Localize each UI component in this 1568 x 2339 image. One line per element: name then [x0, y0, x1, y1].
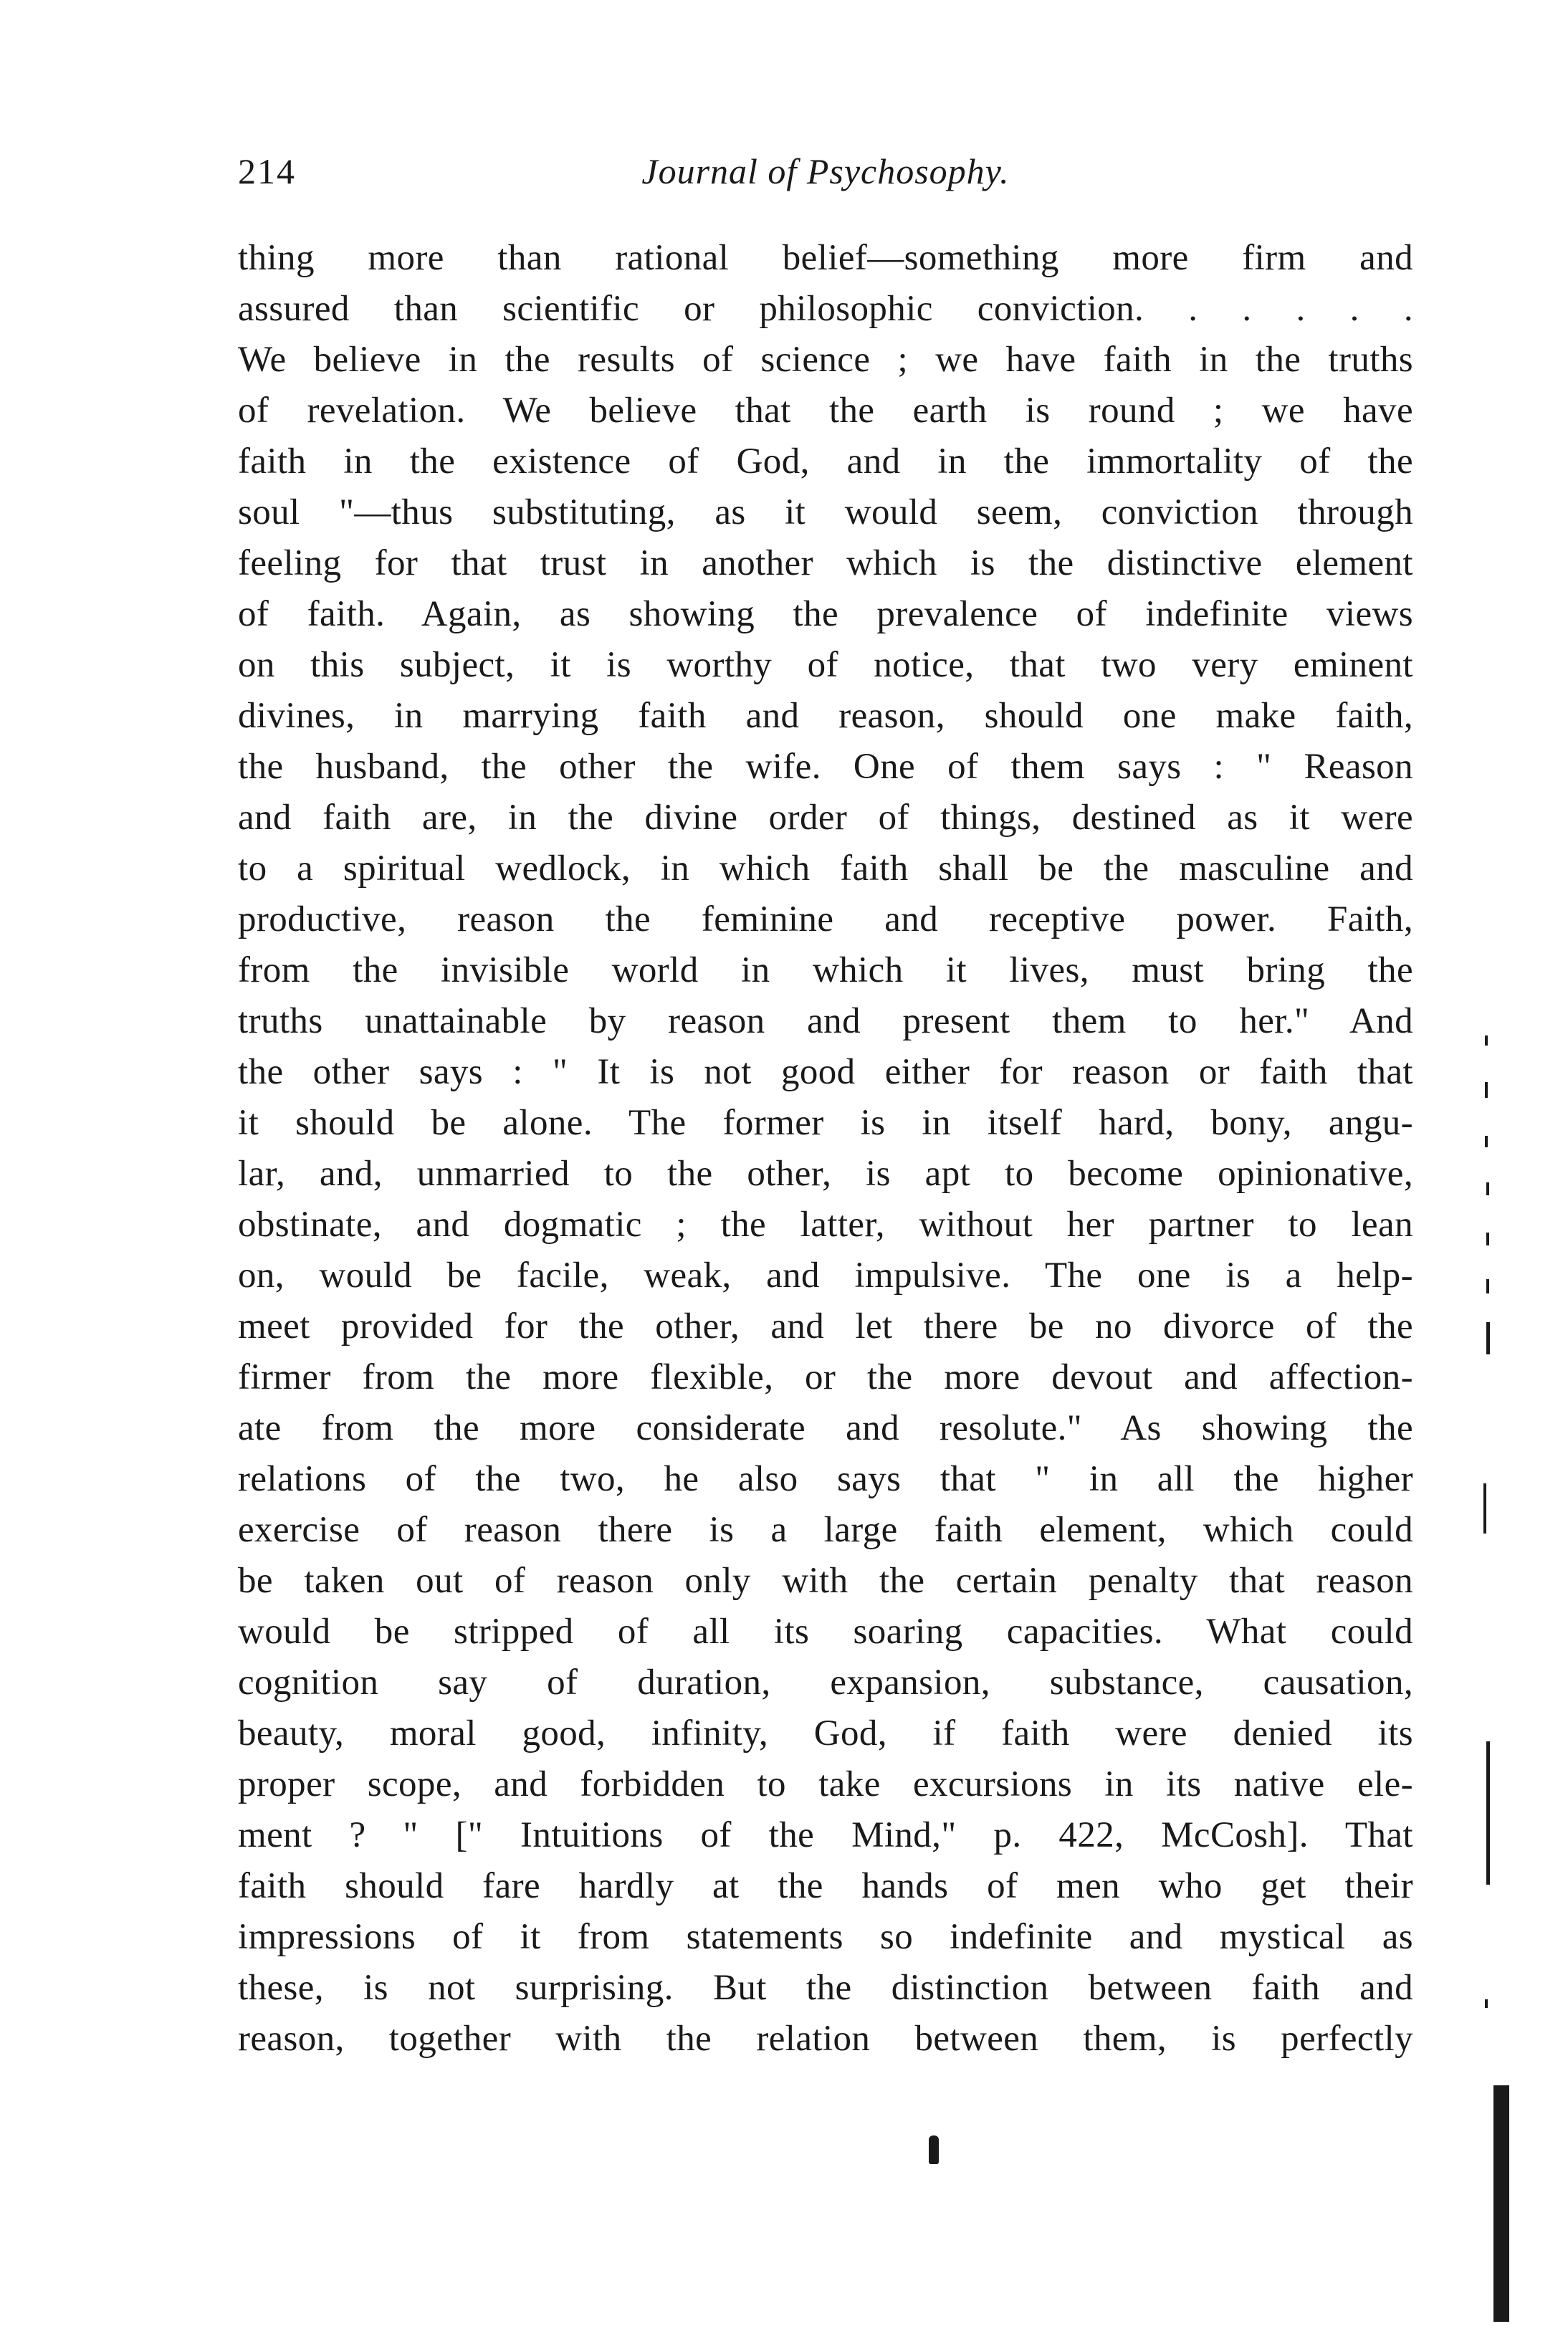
text-line: proper scope, and forbidden to take excursions in its native ele-: [238, 1764, 1413, 1804]
scan-mark: [1485, 1035, 1488, 1046]
text-line: reason, together with the relation between them, is perfectly: [238, 2019, 1413, 2059]
text-line: ment ? " [" Intuitions of the Mind," p. 422, McCosh]. That: [238, 1815, 1413, 1855]
text-line: faith in the existence of God, and in the immortality of the: [238, 441, 1413, 482]
text-line: thing more than rational belief—something more firm and: [238, 238, 1413, 278]
scan-mark: [1486, 1279, 1489, 1293]
text-line: on, would be facile, weak, and impulsive. The one is a help-: [238, 1255, 1413, 1296]
scan-mark: [1485, 1136, 1488, 1147]
text-line: obstinate, and dogmatic ; the latter, without her partner to lean: [238, 1205, 1413, 1245]
body-text: [238, 233, 1413, 2065]
text-line: impressions of it from statements so indefinite and mystical as: [238, 1917, 1413, 1957]
text-line: the husband, the other the wife. One of them says : " Reason: [238, 747, 1413, 787]
text-line: relations of the two, he also says that " in all the higher: [238, 1459, 1413, 1499]
text-line: be taken out of reason only with the certain penalty that reason: [238, 1561, 1413, 1601]
scan-mark: [1485, 1082, 1488, 1098]
text-line: beauty, moral good, infinity, God, if faith were denied its: [238, 1713, 1413, 1754]
text-line: meet provided for the other, and let there be no divorce of the: [238, 1306, 1413, 1347]
text-line: faith should fare hardly at the hands of men who get their: [238, 1866, 1413, 1906]
scan-mark: [1486, 1233, 1489, 1245]
text-line: We believe in the results of science ; we have faith in the truths: [238, 340, 1413, 380]
text-line: would be stripped of all its soaring capacities. What could: [238, 1612, 1413, 1652]
text-line: cognition say of duration, expansion, substance, causation,: [238, 1663, 1413, 1703]
scan-mark: [1493, 2085, 1509, 2322]
text-line: it should be alone. The former is in itself hard, bony, angu-: [238, 1103, 1413, 1143]
text-line: firmer from the more flexible, or the more devout and affection-: [238, 1357, 1413, 1397]
scan-mark: [1486, 1741, 1490, 1885]
page-number: 214: [238, 151, 296, 191]
text-line: these, is not surprising. But the distinction between faith and: [238, 1968, 1413, 2008]
scan-mark: [1485, 1999, 1488, 2008]
margin-scan-marks: [1476, 967, 1562, 2329]
text-line: the other says : " It is not good either for reason or faith that: [238, 1052, 1413, 1092]
printer-ornament: [929, 2135, 939, 2164]
scan-mark: [1483, 1483, 1486, 1534]
scan-mark: [1486, 1322, 1490, 1354]
text-line: on this subject, it is worthy of notice, that two very eminent: [238, 645, 1413, 685]
journal-title: Journal of Psychosophy.: [641, 151, 1010, 191]
text-line: from the invisible world in which it lives, must bring the: [238, 950, 1413, 990]
running-head: [238, 150, 1413, 201]
text-line: truths unattainable by reason and present them to her." And: [238, 1001, 1413, 1041]
text-line: feeling for that trust in another which is the distinctive element: [238, 543, 1413, 583]
text-line: ate from the more considerate and resolute." As showing the: [238, 1408, 1413, 1448]
text-line: productive, reason the feminine and receptive power. Faith,: [238, 899, 1413, 939]
text-line: soul "—thus substituting, as it would seem, conviction through: [238, 492, 1413, 532]
scan-mark: [1486, 1182, 1489, 1195]
text-line: exercise of reason there is a large faith element, which could: [238, 1510, 1413, 1550]
text-line: lar, and, unmarried to the other, is apt to become opinionative,: [238, 1154, 1413, 1194]
text-line: of faith. Again, as showing the prevalence of indefinite views: [238, 594, 1413, 634]
text-line: and faith are, in the divine order of things, destined as it were: [238, 798, 1413, 838]
text-line: assured than scientific or philosophic conviction. . . . . .: [238, 289, 1413, 329]
text-line: divines, in marrying faith and reason, should one make faith,: [238, 696, 1413, 736]
text-line: to a spiritual wedlock, in which faith shall be the masculine and: [238, 848, 1413, 889]
text-line: of revelation. We believe that the earth is round ; we have: [238, 391, 1413, 431]
